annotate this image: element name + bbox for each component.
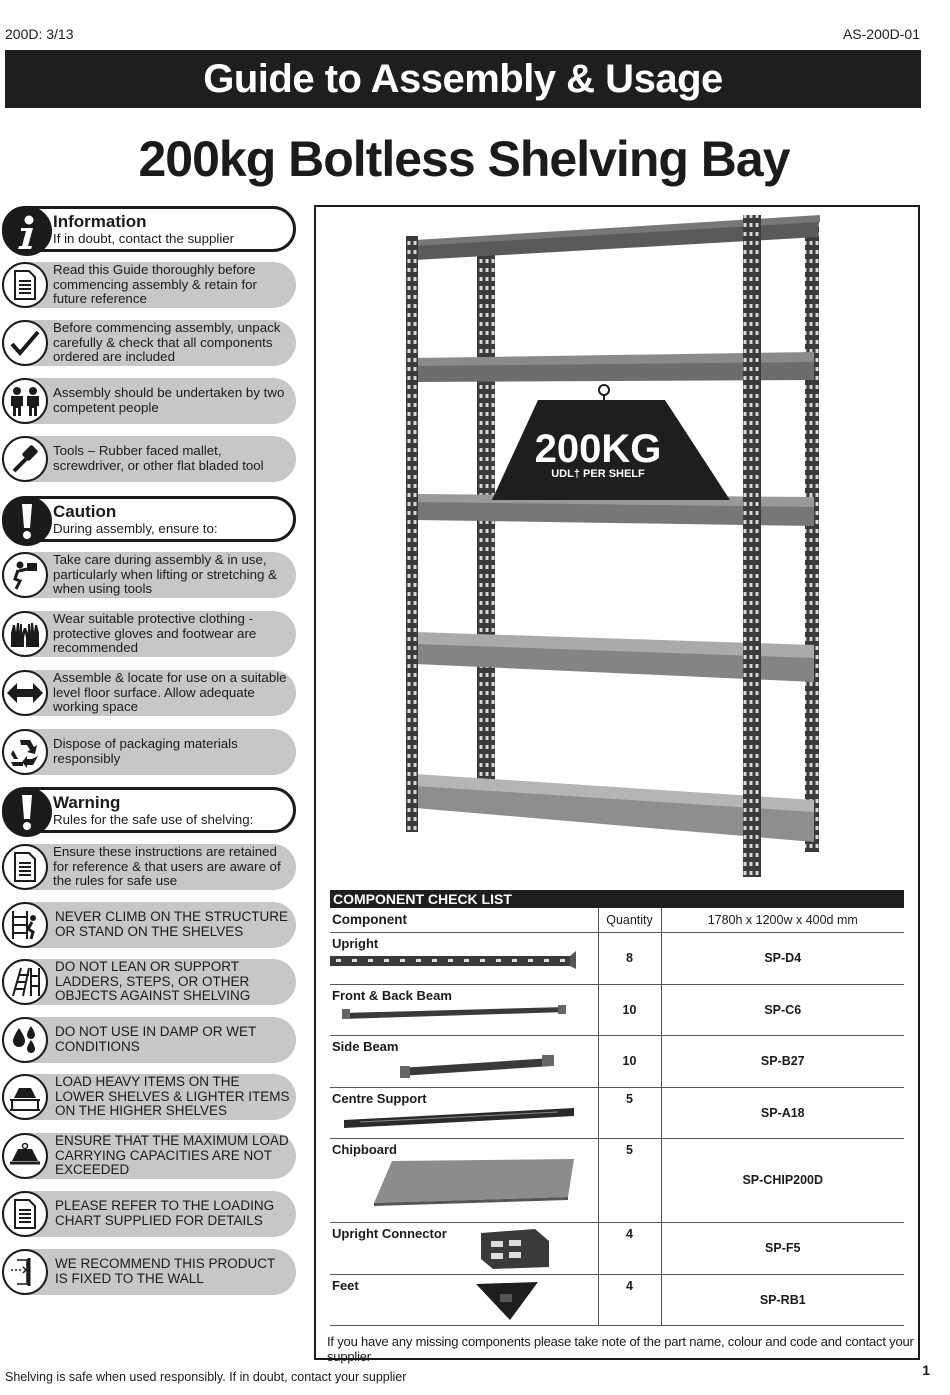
component-name: Centre Support: [332, 1090, 427, 1106]
warning-item-text: DO NOT LEAN OR SUPPORT LADDERS, STEPS, OR OTHER OBJECTS AGAINST SHELVING: [55, 959, 251, 1004]
recycle-icon: [2, 729, 48, 775]
info-item-text: Tools – Rubber faced mallet, screwdriver, or other flat bladed tool: [53, 443, 264, 473]
warning-item: [2, 902, 296, 948]
caution-item-text: Wear suitable protective clothing - protective gloves and footwear are recommended: [53, 611, 257, 656]
load-rating-sub: UDL† PER SHELF: [551, 468, 645, 480]
component-name: Upright Connector: [332, 1225, 447, 1241]
caution-item: [2, 611, 296, 657]
info-item-text: Before commencing assembly, unpack carefully & check that all components ordered are included: [53, 320, 281, 365]
checklist-heading: COMPONENT CHECK LIST: [330, 890, 904, 908]
load-rating-label: 200KG: [534, 427, 662, 471]
footer-text: Shelving is safe when used responsibly. If in doubt, contact your supplier: [5, 1370, 407, 1384]
caution-subtitle: During assembly, ensure to:: [53, 520, 218, 536]
caution-item: [2, 729, 296, 775]
missing-components-note: If you have any missing components please take note of the part name, colour and code and contact your supplier: [327, 1334, 914, 1364]
component-name: Side Beam: [332, 1038, 399, 1054]
caution-item-text: Take care during assembly & in use, particularly when lifting or stretching & when using tools: [53, 552, 277, 597]
information-subtitle: If in doubt, contact the supplier: [53, 230, 235, 246]
information-title: Information: [53, 211, 147, 231]
table-row: [330, 932, 904, 984]
exclamation-icon: [2, 496, 52, 546]
table-row: [330, 1138, 904, 1222]
component-code: SP-D4: [764, 951, 802, 965]
caution-header: [2, 496, 296, 542]
warning-title: Warning: [53, 792, 121, 812]
info-item: [2, 262, 296, 308]
component-code: SP-B27: [760, 1054, 805, 1068]
warning-item: [2, 1074, 296, 1120]
no-climbing-icon: [2, 902, 48, 948]
component-quantity: 4: [626, 1226, 633, 1241]
document-icon: [2, 1191, 48, 1237]
warning-item: [2, 959, 296, 1005]
heavy-load-icon: [2, 1074, 48, 1120]
centre-support-part-image: [330, 1106, 580, 1130]
upright-connector-part-image: [475, 1227, 555, 1271]
component-code: SP-CHIP200D: [742, 1173, 824, 1187]
table-row: [330, 1274, 904, 1325]
column-header-quantity: Quantity: [598, 908, 661, 932]
component-code: SP-C6: [764, 1002, 802, 1017]
warning-item-text: DO NOT USE IN DAMP OR WET CONDITIONS: [55, 1024, 257, 1054]
max-load-icon: [2, 1133, 48, 1179]
upright-part-image: [330, 951, 580, 971]
table-row: [330, 1222, 904, 1274]
component-quantity: 5: [626, 1091, 633, 1106]
info-item: [2, 378, 296, 424]
wall-fixing-icon: [2, 1249, 48, 1295]
warning-item-text: NEVER CLIMB ON THE STRUCTURE OR STAND ON THE SHELVES: [55, 909, 289, 939]
info-item-text: Read this Guide thoroughly before commencing assembly & retain for future reference: [53, 262, 257, 307]
component-quantity: 10: [622, 1054, 637, 1068]
table-row: [330, 1035, 904, 1087]
component-quantity: 8: [626, 951, 633, 965]
shelving-illustration: [400, 212, 840, 884]
caution-item-text: Dispose of packaging materials responsibly: [53, 736, 238, 766]
warning-item: [2, 1249, 296, 1295]
caution-title: Caution: [53, 501, 117, 521]
caution-item: [2, 552, 296, 598]
component-code: SP-RB1: [759, 1292, 806, 1307]
side-beam-part-image: [330, 1054, 580, 1080]
component-name: Front & Back Beam: [332, 987, 452, 1003]
component-name: Chipboard: [332, 1141, 397, 1157]
column-header-component: Component: [330, 908, 598, 932]
guide-banner: Guide to Assembly & Usage: [5, 50, 921, 108]
component-quantity: 5: [626, 1142, 633, 1157]
exclamation-icon: [2, 787, 52, 837]
mallet-icon: [2, 436, 48, 482]
info-item: [2, 320, 296, 366]
water-drops-icon: [2, 1017, 48, 1063]
double-arrow-icon: [2, 670, 48, 716]
component-name: Feet: [332, 1277, 359, 1293]
feet-part-image: [472, 1278, 542, 1324]
warning-item: [2, 844, 296, 890]
table-row: [330, 1087, 904, 1138]
document-code-left: 200D: 3/13: [5, 26, 74, 42]
component-code: SP-F5: [765, 1241, 801, 1255]
warning-item-text: Ensure these instructions are retained for reference & that users are aware of the rules for safe use: [53, 844, 281, 889]
document-icon: [2, 262, 48, 308]
ladder-icon: [2, 959, 48, 1005]
info-item-text: Assembly should be undertaken by two competent people: [53, 385, 285, 415]
caution-item: [2, 670, 296, 716]
info-item: [2, 436, 296, 482]
component-table: [330, 908, 904, 1326]
warning-item: [2, 1133, 296, 1179]
warning-subtitle: Rules for the safe use of shelving:: [53, 811, 254, 827]
chipboard-part-image: [330, 1157, 580, 1207]
warning-item-text: PLEASE REFER TO THE LOADING CHART SUPPLIED FOR DETAILS: [55, 1198, 275, 1228]
lifting-person-icon: [2, 552, 48, 598]
information-header: [2, 206, 296, 252]
warning-item: [2, 1191, 296, 1237]
warning-header: [2, 787, 296, 833]
two-people-icon: [2, 378, 48, 424]
caution-item-text: Assemble & locate for use on a suitable level floor surface. Allow adequate working space: [53, 670, 287, 715]
component-name: Upright: [332, 935, 379, 951]
checkmark-icon: [2, 320, 48, 366]
table-header-row: [330, 908, 904, 932]
component-quantity: 10: [622, 1002, 637, 1017]
page-number: 1: [922, 1362, 930, 1378]
warning-item-text: ENSURE THAT THE MAXIMUM LOAD CARRYING CAPACITIES ARE NOT EXCEEDED: [55, 1133, 289, 1178]
warning-item-text: WE RECOMMEND THIS PRODUCT IS FIXED TO THE WALL: [55, 1256, 276, 1286]
document-icon: [2, 844, 48, 890]
warning-item: [2, 1017, 296, 1063]
front-back-beam-part-image: [330, 1003, 580, 1023]
component-code: SP-A18: [760, 1105, 805, 1120]
table-row: [330, 984, 904, 1035]
gloves-icon: [2, 611, 48, 657]
component-quantity: 4: [626, 1278, 633, 1293]
information-icon: [2, 206, 52, 256]
document-code-right: AS-200D-01: [842, 26, 920, 42]
warning-item-text: LOAD HEAVY ITEMS ON THE LOWER SHELVES & LIGHTER ITEMS ON THE HIGHER SHELVES: [55, 1074, 290, 1119]
column-header-dimensions: 1780h x 1200w x 400d mm: [661, 908, 904, 932]
page-title: 200kg Boltless Shelving Bay: [138, 131, 790, 187]
